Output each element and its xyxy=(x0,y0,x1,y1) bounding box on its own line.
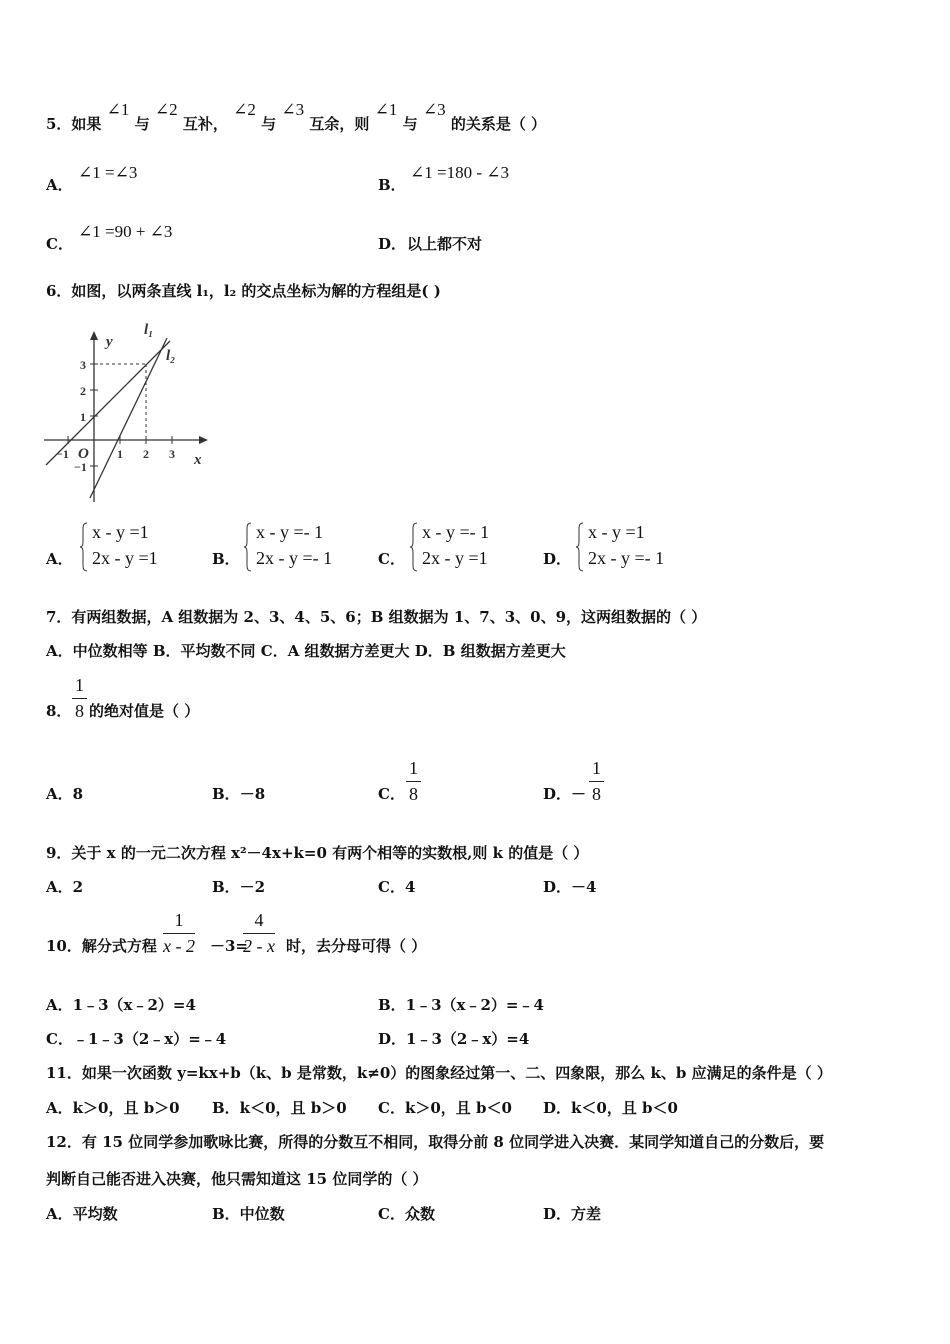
denominator: 8 xyxy=(75,701,84,721)
q10-fraction-2 xyxy=(243,910,275,957)
q5-option-a: ∠1 =∠3 xyxy=(78,163,138,182)
fraction xyxy=(589,758,604,805)
angle-1: ∠1 xyxy=(106,100,130,119)
fraction xyxy=(163,910,195,957)
numerator: 1 xyxy=(163,910,195,934)
numerator: 1 xyxy=(406,758,421,782)
y-tick-label: 1 xyxy=(80,410,86,424)
numerator: 1 xyxy=(72,675,87,699)
angle-1: ∠1 xyxy=(374,100,398,119)
x-tick-label: 1 xyxy=(117,447,123,461)
q6-graph xyxy=(40,318,220,508)
fraction xyxy=(406,758,421,805)
q8-option-d-label: D． xyxy=(543,785,572,803)
q9-stem: 9．关于 x 的一元二次方程 x²－4x+k=0 有两个相等的实数根,则 k 的值是（ ） xyxy=(46,844,589,862)
y-tick-label: 3 xyxy=(80,358,86,372)
q12-option-c: C．众数 xyxy=(378,1205,435,1223)
angle-2: ∠2 xyxy=(233,100,256,119)
q12-option-a: A．平均数 xyxy=(46,1205,118,1223)
numerator: 4 xyxy=(243,910,275,934)
q5-option-a-label: A． xyxy=(46,176,73,194)
q10-option-d: D．1﹣3（2﹣x）=4 xyxy=(378,1030,530,1048)
q12-stem-line1: 12．有 15 位同学参加歌咏比赛，所得的分数互不相同，取得分前 8 位同学进入决赛．某同学知道自己的分数后，要 xyxy=(46,1133,825,1151)
q6-option-c-label: C． xyxy=(378,550,405,568)
equation: x - y =- 1 xyxy=(256,522,324,542)
q8-option-c-fraction xyxy=(406,758,421,805)
q7-options: A．中位数相等 B．平均数不同 C．A 组数据方差更大 D．B 组数据方差更大 xyxy=(46,642,566,660)
q11-option-c: C．k＞0，且 b＜0 xyxy=(378,1099,512,1117)
x-tick-label: 3 xyxy=(169,447,175,461)
fraction xyxy=(243,910,275,957)
q12-option-d: D．方差 xyxy=(543,1205,602,1223)
brace-icon xyxy=(410,522,418,572)
x-axis-arrow xyxy=(199,436,208,444)
l2-label: l₂ xyxy=(166,348,176,364)
q5-option-d-label: D． xyxy=(378,235,407,253)
q7-stem: 7．有两组数据，A 组数据为 2、3、4、5、6；B 组数据为 1、7、3、0、9，这两组数据的（ ） xyxy=(46,608,707,626)
equation: 2x - y =1 xyxy=(92,548,158,568)
numerator: 1 xyxy=(589,758,604,782)
q11-option-a: A．k＞0，且 b＞0 xyxy=(46,1099,180,1117)
q12-stem-line2: 判断自己能否进入决赛，他只需知道这 15 位同学的（ ） xyxy=(46,1170,428,1188)
denominator: 8 xyxy=(409,784,418,804)
fraction xyxy=(72,675,87,722)
q10-stem-pre: 10．解分式方程 xyxy=(46,937,157,955)
equation: x - y =1 xyxy=(92,522,149,542)
q9-option-a: A．2 xyxy=(46,878,84,896)
q6-option-b-label: B． xyxy=(212,550,240,568)
angle-2: ∠2 xyxy=(154,100,178,119)
q9-option-c: C．4 xyxy=(378,878,416,896)
y-axis-label: y xyxy=(106,334,113,350)
q8-option-d-fraction xyxy=(589,758,604,805)
equation: 2x - y =- 1 xyxy=(588,548,665,568)
denominator: 2 - x xyxy=(243,936,275,956)
denominator: x - 2 xyxy=(163,936,195,956)
q10-option-a: A．1﹣3（x﹣2）=4 xyxy=(46,996,196,1014)
equation: x - y =1 xyxy=(588,522,645,542)
q5-option-d: 以上都不对 xyxy=(407,235,483,253)
l1-label: l₁ xyxy=(144,322,154,338)
q11-option-b: B．k＜0，且 b＞0 xyxy=(212,1099,347,1117)
q8-option-a: A．8 xyxy=(46,785,84,803)
brace-icon xyxy=(244,522,252,572)
q8-option-d-sign: － xyxy=(571,785,587,803)
q5-option-c: ∠1 =90 + ∠3 xyxy=(78,222,173,241)
q11-option-d: D．k＜0，且 b＜0 xyxy=(543,1099,678,1117)
x-axis-label: x xyxy=(194,452,202,468)
equation: x - y =- 1 xyxy=(422,522,490,542)
q5-option-b-label: B． xyxy=(378,176,406,194)
x-tick-label: 2 xyxy=(143,447,149,461)
line-l1 xyxy=(90,338,167,498)
q10-stem-end: 时，去分母可得（ ） xyxy=(286,937,427,955)
q11-stem: 11．如果一次函数 y=kx+b（k、b 是常数，k≠0）的图象经过第一、二、四象限，那么 k、b 应满足的条件是（ ） xyxy=(46,1064,832,1082)
q8-option-c-label: C． xyxy=(378,785,405,803)
equation: 2x - y =1 xyxy=(422,548,488,568)
y-axis-arrow xyxy=(90,331,98,340)
q5-stem: 5．如果 ∠1 与 ∠2 互补， ∠2 与 ∠3 互余，则 ∠1 与 ∠3 的关系是（ ） xyxy=(46,100,547,133)
angle-3: ∠3 xyxy=(422,100,446,119)
y-tick-label: −1 xyxy=(74,460,87,474)
q6-stem: 6．如图，以两条直线 l₁，l₂ 的交点坐标为解的方程组是( ) xyxy=(46,282,441,300)
q9-option-b: B．－2 xyxy=(212,878,266,896)
x-tick-label: −1 xyxy=(56,447,69,461)
q8-stem-end: 的绝对值是（ ） xyxy=(89,702,200,720)
equation: 2x - y =- 1 xyxy=(256,548,333,568)
q5-option-c-label: C． xyxy=(46,235,73,253)
q6-option-a-label: A． xyxy=(46,550,73,568)
q10-option-c: C．﹣1﹣3（2﹣x）=﹣4 xyxy=(46,1030,227,1048)
q5-option-b: ∠1 =180 - ∠3 xyxy=(410,163,509,182)
origin-label: O xyxy=(78,446,89,462)
q8-fraction xyxy=(72,675,87,722)
q9-option-d: D．－4 xyxy=(543,878,597,896)
q8-option-b: B．－8 xyxy=(212,785,266,803)
q8-num: 8． xyxy=(46,702,72,720)
brace-icon xyxy=(80,522,88,572)
q6-option-d-label: D． xyxy=(543,550,572,568)
q10-option-b: B．1﹣3（x﹣2）=﹣4 xyxy=(378,996,544,1014)
denominator: 8 xyxy=(592,784,601,804)
angle-3: ∠3 xyxy=(281,100,305,119)
q10-mid: －3= xyxy=(210,937,249,955)
q12-option-b: B．中位数 xyxy=(212,1205,285,1223)
brace-icon xyxy=(576,522,584,572)
q10-fraction-1 xyxy=(163,910,195,957)
y-tick-label: 2 xyxy=(80,384,86,398)
